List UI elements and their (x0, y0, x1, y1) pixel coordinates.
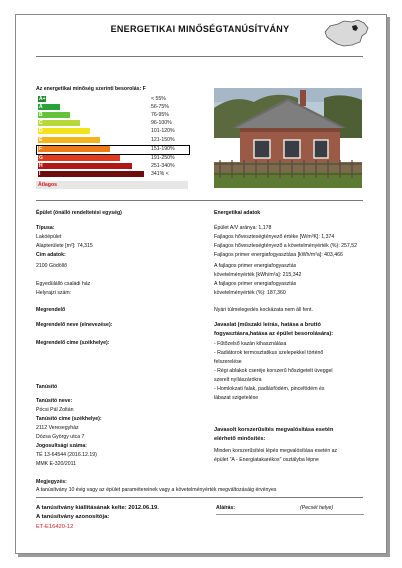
selected-rating-marker (36, 145, 190, 155)
rating-bar-b: B (38, 112, 70, 118)
korszerusites-text-line2: épület "A - Energiatakarékos" osztályba lépne (214, 457, 319, 463)
rating-range-d: 101-120% (151, 128, 175, 134)
megjegyzes-text: A tanúsítvány 10 évig vagy az épület paramétereinek vagy a követelményérték megváltozásáig érvényes (36, 487, 277, 493)
jogosultsag-line2: MMK E-320/2011 (36, 461, 76, 467)
rating-bar-a: A (38, 104, 60, 110)
section-divider-top (36, 200, 363, 201)
energetikai-heading: Energetikai adatok (214, 210, 261, 216)
rating-range-a: 56-75% (151, 104, 169, 110)
rating-bar-d: D (38, 128, 90, 134)
tanusito-cime-label: Tanúsító címe (székhelye): (36, 416, 102, 422)
megrendelo-heading: Megrendelő (36, 307, 66, 313)
energy-line-2: Fajlagos hőveszteségtényező értéke [W/m³K]: 1,374 (214, 234, 335, 240)
megrendelo-cime-label: Megrendelő címe (székhelye): (36, 340, 110, 346)
tanusito-neve-label: Tanúsító neve: (36, 398, 73, 404)
rating-range-c: 96-100% (151, 120, 172, 126)
tanusito-neve-value: Pócsi Pál Zoltán (36, 407, 74, 413)
average-rating-row (36, 181, 188, 189)
rating-range-i: 341% < (151, 171, 169, 177)
rating-bar-a-plus: A+ (39, 96, 46, 102)
javaslat-item-3: felszerelése (214, 359, 242, 365)
footer-divider (36, 497, 363, 498)
rating-range-a-plus: < 55% (151, 96, 166, 102)
rating-range-f: 151-190% (151, 146, 175, 152)
megjegyzes-label: Megjegyzés: (36, 479, 67, 485)
tanusito-cime-line2: Dózsa György utca 7 (36, 434, 85, 440)
alairas-label: Aláírás: (216, 505, 236, 511)
signature-line (216, 514, 364, 515)
korszerusites-heading-line2: elérhető minősítés: (214, 436, 266, 442)
tipus-value: Lakóépület (36, 234, 62, 240)
jogosultsag-label: Jogosultsági száma: (36, 443, 88, 449)
energy-line-7: A fajlagos primer energiafogyasztás (214, 281, 297, 287)
javaslat-item-7: lábazat szigetelése (214, 395, 259, 401)
rating-range-g: 191-250% (151, 155, 175, 161)
javaslat-item-6: - Homlokzati falak, padlásfödém, pincefödém és (214, 386, 325, 392)
javaslat-item-1: - Fűtőzelső kazán kihasználása (214, 341, 287, 347)
cim-label: Cím adatok: (36, 252, 66, 258)
energy-line-4: Fajlagos primer energiafogyasztása [kWh/m²a]: 403,466 (214, 252, 343, 258)
certificate-title: ENERGETIKAI MINŐSÉGTANÚSÍTVÁNY (110, 24, 290, 34)
average-rating-label: Átlagos (38, 182, 58, 188)
kelte-text: A tanúsítvány kiállításának kelte: 2012.06.19. (36, 505, 159, 511)
cim-value: 2100 Gödöllő (36, 263, 67, 269)
javaslat-heading-line2: fogyasztásra,hatása az épület besorolására): (214, 331, 334, 337)
tanusito-cime-line1: 2112 Veresegyház (36, 425, 79, 431)
energy-line-3: Fajlagos hőveszteségtényező a követelményérték (%): 257,52 (214, 243, 358, 249)
rating-bar-c: C (38, 120, 80, 126)
energy-line-8: követelményérték (%): 187,360 (214, 290, 286, 296)
rating-bar-g: G (38, 155, 120, 161)
nyari-text: Nyári túlmelegedés kockázata nem áll fent. (214, 307, 313, 313)
korszerusites-heading-line1: Javasolt korszerűsítés megvalósítása esetén (214, 427, 334, 433)
pecset-label: (Pecsét helye) (300, 505, 334, 511)
rating-bar-f: F (38, 146, 110, 152)
azonosito-value: ET-E16420-12 (36, 524, 74, 530)
korszerusites-text-line1: Minden korszerűsítési lépés megvalósítása esetén az (214, 448, 338, 454)
energy-line-1: Épület A/V aránya: 1,178 (214, 225, 272, 231)
building-photo (214, 88, 362, 188)
rating-range-b: 76-95% (151, 112, 169, 118)
rating-range-e: 121-150% (151, 137, 175, 143)
javaslat-heading-line1: Javaslat (műszaki leírás, hatása a bruttó (214, 322, 321, 328)
rating-range-h: 251-340% (151, 163, 175, 169)
hungary-map-logo (322, 18, 370, 50)
javaslat-item-4: - Régi ablakok cseréje korszerű hőszigetelt üveggel (214, 368, 333, 374)
title-divider (36, 56, 363, 57)
rating-bar-i: I (38, 171, 144, 177)
helyrajzi-label: Helyrajzi szám: (36, 290, 72, 296)
megrendelo-neve-label: Megrendelő neve (elnevezése): (36, 322, 113, 328)
tanusito-heading: Tanúsító (36, 384, 58, 390)
building-type: Egyedülálló családi ház (36, 281, 91, 287)
rating-bar-e: E (38, 137, 100, 143)
tipus-label: Típusa: (36, 225, 55, 231)
rating-heading: Az energetikai minőség szerinti besorolás: F (36, 86, 146, 92)
energy-line-6: követelményérték [kWh/m²a]: 215,342 (214, 272, 302, 278)
javaslat-item-2: - Radiátorok termosztatikus szelepekkel történő (214, 350, 324, 356)
energy-line-5: A fajlagos primer energiafogyasztás (214, 263, 297, 269)
rating-bar-h: H (38, 163, 132, 169)
building-heading: Épület (önálló rendeltetési egység) (36, 210, 122, 216)
jogosultsag-line1: TÉ 13-64544 (2016.12.19) (36, 452, 97, 458)
alapterulet-value: Alapterülete [m²]: 74,315 (36, 243, 93, 249)
azonosito-label: A tanúsítvány azonosítója: (36, 514, 110, 520)
javaslat-item-5: szerelt nyílászárókra (214, 377, 262, 383)
